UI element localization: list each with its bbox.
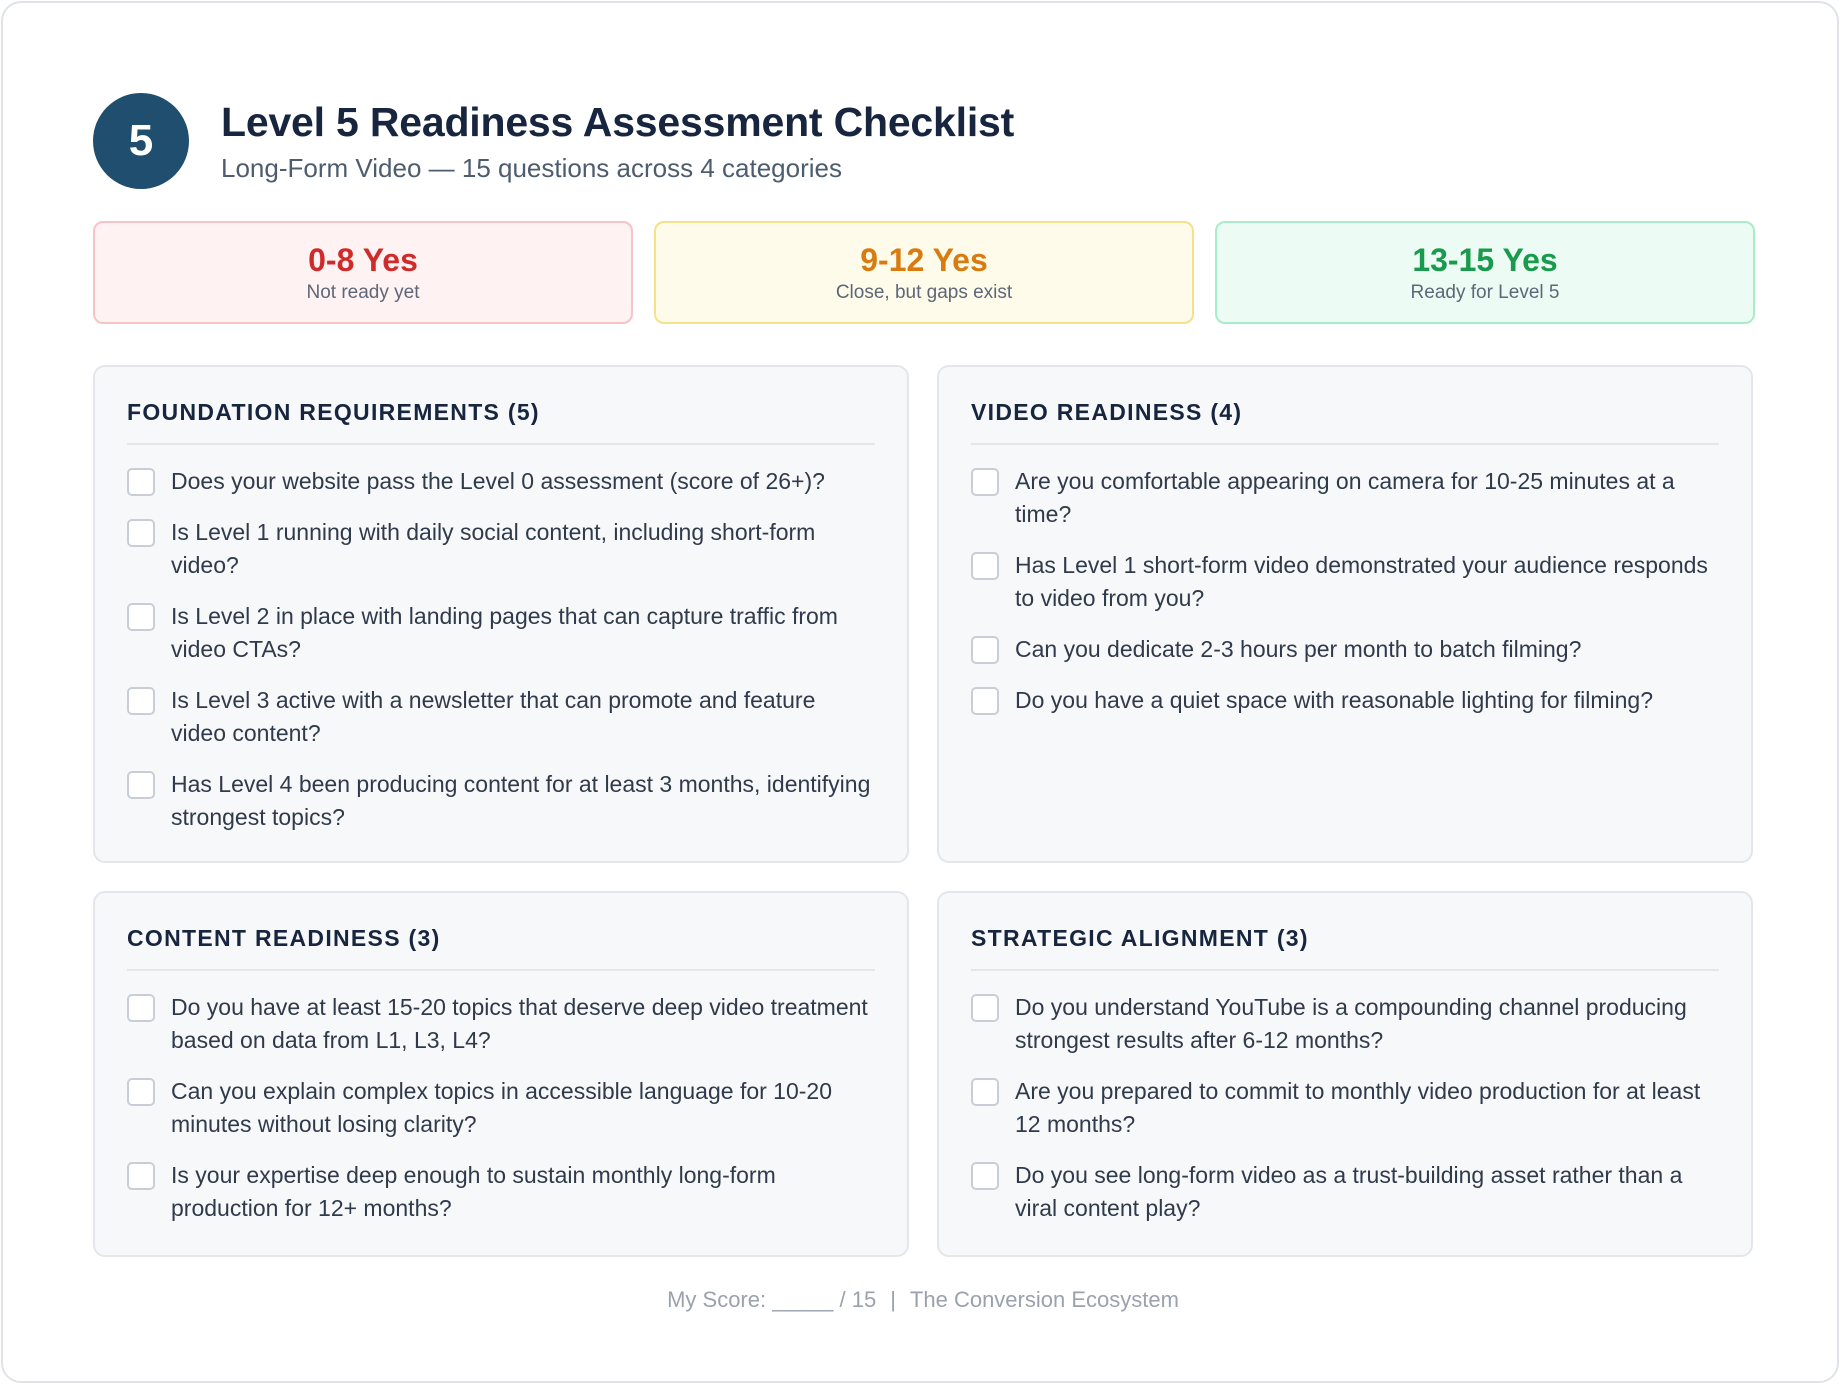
question-text: Is Level 3 active with a newsletter that can promote and feature video content? — [171, 687, 816, 746]
checkbox[interactable] — [971, 1162, 999, 1190]
footer-separator: | — [890, 1287, 896, 1312]
checklist-item[interactable] — [127, 465, 875, 498]
checkbox[interactable] — [127, 468, 155, 496]
question-text: Is your expertise deep enough to sustain monthly long-form production for 12+ months? — [171, 1162, 776, 1221]
checkbox[interactable] — [127, 519, 155, 547]
score-range-description: Not ready yet — [306, 281, 420, 303]
score-range-ready — [1215, 221, 1755, 324]
checkbox[interactable] — [971, 687, 999, 715]
brand-name: The Conversion Ecosystem — [909, 1287, 1179, 1312]
question-text: Are you prepared to commit to monthly video production for at least 12 months? — [1015, 1078, 1701, 1137]
checklist-item[interactable] — [971, 465, 1719, 531]
section-video-readiness — [937, 365, 1753, 863]
checkbox[interactable] — [971, 468, 999, 496]
title-group — [221, 98, 1014, 184]
score-range-not-ready — [93, 221, 633, 324]
section-title: STRATEGIC ALIGNMENT (3) — [971, 923, 1719, 971]
checklist-item[interactable] — [971, 1075, 1719, 1141]
checkbox[interactable] — [971, 994, 999, 1022]
question-text: Has Level 1 short-form video demonstrated your audience responds to video from you? — [1015, 552, 1708, 611]
question-text: Are you comfortable appearing on camera for 10-25 minutes at a time? — [1015, 468, 1675, 527]
checklist-item[interactable] — [971, 684, 1719, 717]
score-range-description: Close, but gaps exist — [835, 281, 1013, 303]
question-text: Can you explain complex topics in accessible language for 10-20 minutes without losing clarity? — [171, 1078, 833, 1137]
checklist-item[interactable] — [127, 768, 875, 834]
checkbox[interactable] — [127, 603, 155, 631]
section-foundation-requirements — [93, 365, 909, 863]
question-text: Do you understand YouTube is a compounding channel producing strongest results after 6-12 months? — [1015, 994, 1687, 1053]
page-subtitle: Long-Form Video — 15 questions across 4 categories — [221, 153, 842, 183]
score-range-description: Ready for Level 5 — [1410, 281, 1560, 303]
section-title: FOUNDATION REQUIREMENTS (5) — [127, 397, 875, 445]
checklist-item[interactable] — [971, 1159, 1719, 1225]
checklist-item[interactable] — [127, 1075, 875, 1141]
header — [93, 93, 1014, 189]
checklist-item[interactable] — [127, 1159, 875, 1225]
checklist-card — [1, 1, 1839, 1383]
checkbox[interactable] — [971, 1078, 999, 1106]
checkbox[interactable] — [127, 1078, 155, 1106]
checklist-item[interactable] — [127, 684, 875, 750]
question-text: Can you dedicate 2-3 hours per month to batch filming? — [1015, 636, 1582, 662]
checkbox[interactable] — [971, 636, 999, 664]
section-strategic-alignment — [937, 891, 1753, 1257]
checkbox[interactable] — [127, 687, 155, 715]
section-content-readiness — [93, 891, 909, 1257]
checklist-item[interactable] — [971, 633, 1719, 666]
level-badge: 5 — [93, 93, 189, 189]
question-text: Is Level 1 running with daily social content, including short-form video? — [171, 519, 816, 578]
checklist-item[interactable] — [971, 549, 1719, 615]
score-legend — [93, 221, 1755, 324]
score-field[interactable]: My Score: _____ / 15 — [667, 1287, 877, 1312]
question-text: Do you see long-form video as a trust-building asset rather than a viral content play? — [1015, 1162, 1683, 1221]
section-title: VIDEO READINESS (4) — [971, 397, 1719, 445]
score-range-label: 13-15 Yes — [1412, 241, 1558, 278]
checkbox[interactable] — [127, 771, 155, 799]
question-text: Do you have at least 15-20 topics that deserve deep video treatment based on data from L1, L3, L4? — [171, 994, 868, 1053]
checkbox[interactable] — [127, 994, 155, 1022]
checkbox[interactable] — [971, 552, 999, 580]
question-text: Does your website pass the Level 0 assessment (score of 26+)? — [171, 468, 825, 494]
checklist-item[interactable] — [127, 991, 875, 1057]
question-text: Do you have a quiet space with reasonable lighting for filming? — [1015, 687, 1653, 713]
page-title: Level 5 Readiness Assessment Checklist — [221, 99, 1015, 145]
question-text: Has Level 4 been producing content for at least 3 months, identifying strongest topics? — [171, 771, 871, 830]
score-range-close — [654, 221, 1194, 324]
section-title: CONTENT READINESS (3) — [127, 923, 875, 971]
score-range-label: 0-8 Yes — [308, 241, 418, 278]
checklist-item[interactable] — [971, 991, 1719, 1057]
checkbox[interactable] — [127, 1162, 155, 1190]
score-range-label: 9-12 Yes — [860, 241, 988, 278]
footer — [3, 1287, 1840, 1313]
checklist-item[interactable] — [127, 600, 875, 666]
checklist-item[interactable] — [127, 516, 875, 582]
question-text: Is Level 2 in place with landing pages that can capture traffic from video CTAs? — [171, 603, 838, 662]
